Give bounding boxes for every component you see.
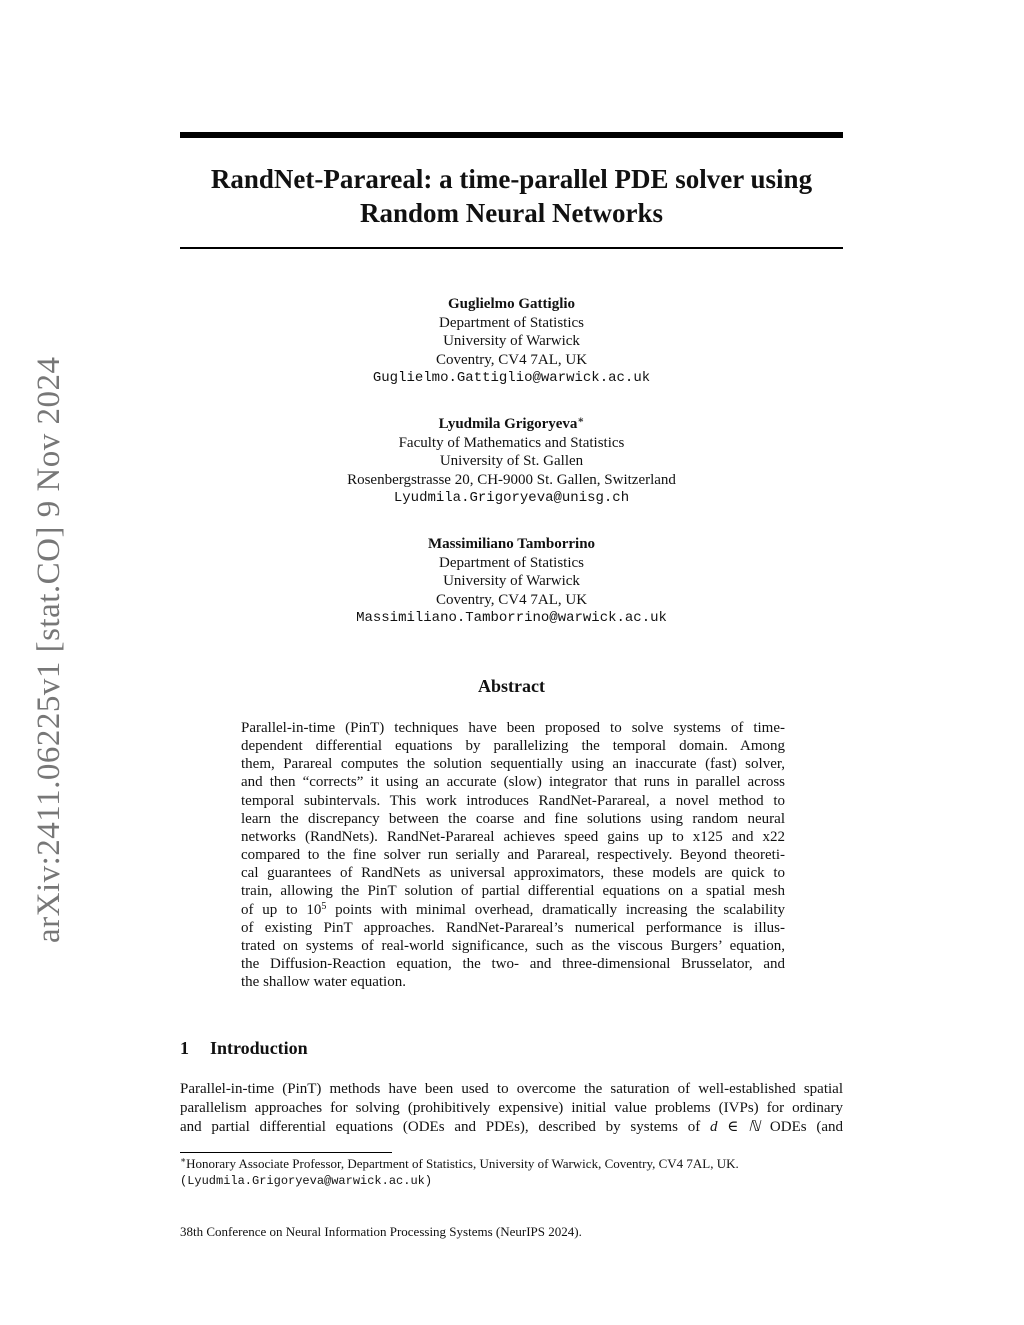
title-rule-bottom [180,247,843,249]
abstract-fragment: points with minimal overhead, dramatically increasing the scalability [326,901,785,918]
intro-line: Parallel-in-time (PinT) methods have been used to overcome the saturation of well-established spatial [180,1081,843,1097]
author-name: Massimiliano Tamborrino [427,536,596,552]
title-line-1: RandNet-Parareal: a time-parallel PDE solver using [210,164,813,194]
author-affiliation-line: Rosenbergstrasse 20, CH-9000 St. Gallen, Switzerland [347,471,676,488]
abstract-line: learn the discrepancy between the coarse and fine solutions using random neural [241,810,785,827]
abstract-line: dependent differential equations by parallelizing the temporal domain. Among [241,738,785,755]
abstract-line: the shallow water equation. [241,974,406,991]
section-title: Introduction [210,1038,308,1058]
author-affiliation-line: Department of Statistics [439,554,584,571]
intro-fragment: ODEs (and [760,1119,843,1135]
abstract-line: of existing PinT approaches. RandNet-Parareal’s numerical performance is illus- [241,919,785,936]
abstract-heading: Abstract [478,676,545,696]
title-line-2: Random Neural Networks [360,198,663,228]
abstract-line: networks (RandNets). RandNet-Parareal achieves speed gains up to x125 and x22 [241,828,785,845]
author-email: Guglielmo.Gattiglio@warwick.ac.uk [372,370,651,386]
exponent: 5 [321,900,327,912]
author-email: Massimiliano.Tamborrino@warwick.ac.uk [356,610,667,626]
author-affiliation-line: University of Warwick [443,573,580,589]
abstract-line [241,901,785,919]
author-block-1 [180,295,843,388]
author-email: Lyudmila.Grigoryeva@unisg.ch [393,490,630,506]
conference-note: 38th Conference on Neural Information Processing Systems (NeurIPS 2024). [180,1224,582,1239]
abstract-line: the Diffusion-Reaction equation, the two- and three-dimensional Brusselator, and [241,956,785,973]
abstract-line: trated on systems of real-world significance, such as the viscous Burgers’ equation, [241,937,785,954]
author-block-2 [180,415,843,508]
intro-line: parallelism approaches for solving (prohibitively expensive) initial value problems (IVPs) for ordinary [180,1100,843,1116]
author-affiliation-line: Department of Statistics [439,314,584,331]
math-expression: d ∈ ℕ [709,1119,761,1135]
abstract-line: and then “corrects” it using an accurate (slow) integrator that runs in parallel across [241,774,785,791]
footnote-rule [180,1152,392,1153]
section-number: 1 [180,1038,189,1058]
abstract-line: train, allowing the PinT solution of partial differential equations on a spatial mesh [241,883,785,900]
author-affiliation-line: Faculty of Mathematics and Statistics [398,434,625,451]
title-rule-top [180,132,843,138]
author-affiliation-line: University of Warwick [443,333,580,349]
author-block-3 [180,535,843,628]
introduction-body [180,1080,843,1137]
author-name: Guglielmo Gattiglio [447,296,576,312]
abstract-body [241,719,785,991]
paper-title [180,162,843,230]
footnote-marker: ∗ [180,1155,187,1165]
abstract-line: cal guarantees of RandNets as universal approximators, these models are quick to [241,865,785,882]
author-footnote-marker: ∗ [577,415,585,426]
intro-line [180,1118,843,1137]
intro-fragment: and partial differential equations (ODEs and PDEs), described by systems of [180,1119,710,1135]
abstract-line: temporal subintervals. This work introduces RandNet-Parareal, a novel method to [241,792,785,809]
footnote [180,1156,850,1189]
section-heading [180,1037,308,1059]
abstract-line: them, Parareal computes the solution sequentially using an inaccurate (fast) solver, [241,756,785,773]
author-affiliation-line: Coventry, CV4 7AL, UK [435,351,588,368]
footnote-text: Honorary Associate Professor, Department of Statistics, University of Warwick, Coventry, CV4 7AL, UK. [186,1156,739,1171]
author-affiliation-line: Coventry, CV4 7AL, UK [435,591,588,608]
abstract-line: Parallel-in-time (PinT) techniques have been proposed to solve systems of time- [241,720,785,736]
arxiv-identifier: arXiv:2411.06225v1 [stat.CO] 9 Nov 2024 [31,356,67,943]
abstract-fragment: of up to 10 [241,901,322,918]
footnote-email: (Lyudmila.Grigoryeva@warwick.ac.uk) [180,1173,433,1188]
author-name: Lyudmila Grigoryeva [438,416,578,432]
author-affiliation-line: University of St. Gallen [439,453,584,469]
abstract-line: compared to the fine solver run serially and Parareal, respectively. Beyond theoreti- [241,847,785,864]
